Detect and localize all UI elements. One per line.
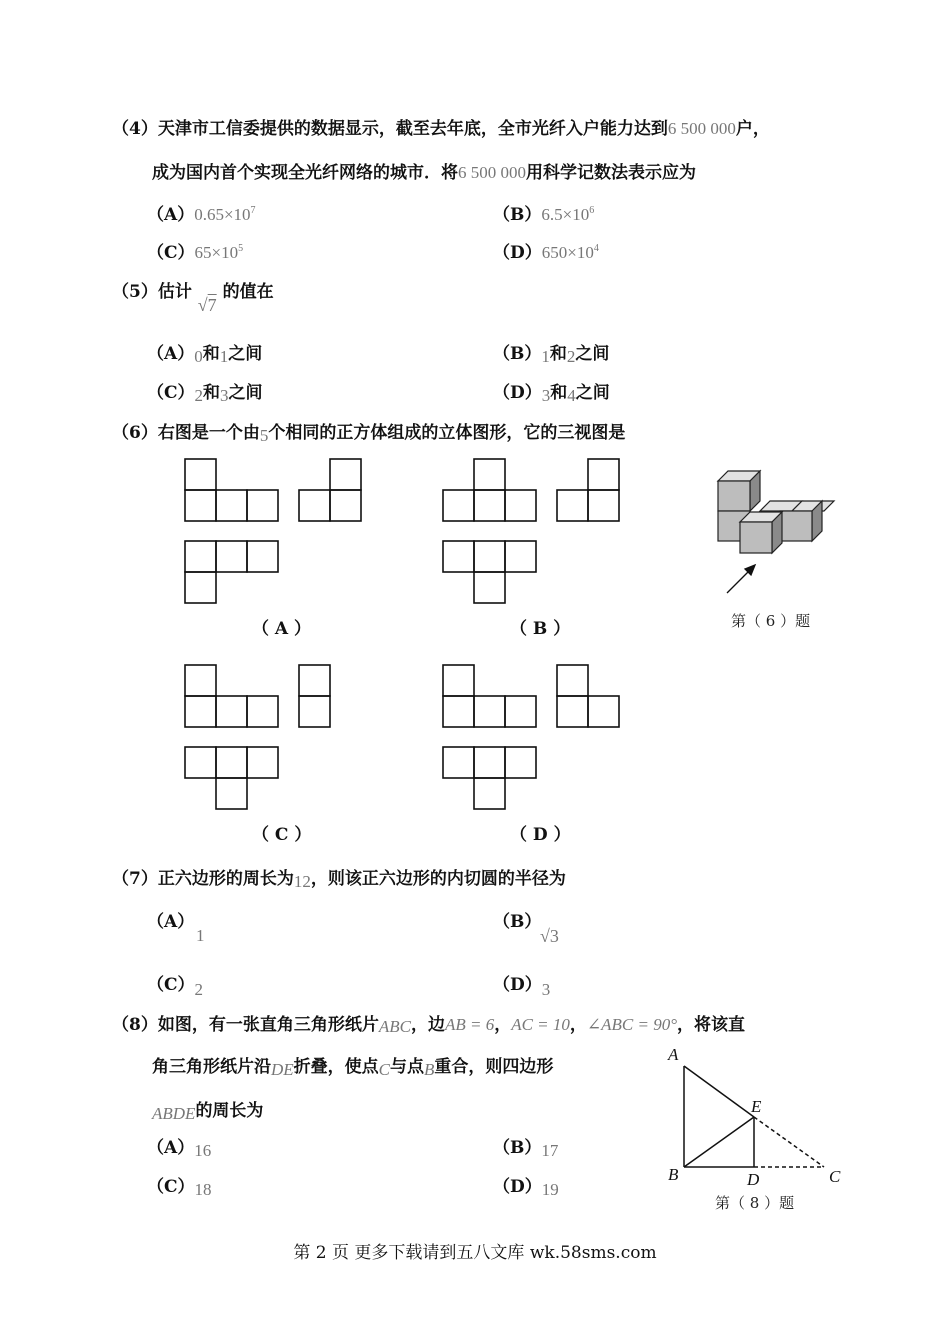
q7-option-c[interactable]: （C）2 (147, 975, 204, 999)
q6-c-top-view (185, 747, 278, 809)
q8-point-e: E (751, 1097, 762, 1116)
q6-b-front-view (443, 459, 536, 521)
q8-figure-caption: 第（ 8 ）题 (715, 1194, 795, 1212)
q5-stem: （5）估计 √7 的值在 (112, 282, 274, 315)
q4-stem-line1: （4）天津市工信委提供的数据显示，截至去年底，全市光纤入户能力达到6 500 000户， (112, 119, 770, 139)
q4-option-d[interactable]: $(D)650\times 10^4$ (493, 243, 599, 263)
q6-option-a-label[interactable]: （ A ） (252, 619, 312, 639)
q7-option-b[interactable]: （B） (493, 912, 542, 932)
q7-option-d[interactable]: （D）3 (493, 975, 551, 999)
q8-point-a: A (668, 1045, 679, 1064)
q4-option-c[interactable]: $(C)65\times 10^5$ (147, 243, 244, 263)
q4-stem-line2: 成为国内首个实现全光纤网络的城市．将6 500 000用科学记数法表示应为 (152, 163, 696, 183)
q7-stem: （7）正六边形的周长为12，则该正六边形的内切圆的半径为 (112, 869, 566, 891)
q6-c-side-view (299, 665, 330, 727)
q8-point-c: C (829, 1167, 841, 1186)
q8-option-b[interactable]: （B）17 (493, 1138, 559, 1160)
q6-figure-caption: 第（ 6 ）题 (731, 612, 811, 630)
q8-stem-line1: （8）如图，有一张直角三角形纸片ABC，边AB = 6，AC = 10，∠ABC = 90°，将该直 (112, 1015, 746, 1036)
q6-a-front-view (185, 459, 278, 521)
page-footer: 第 2 页 更多下载请到五八文库 wk.58sms.com (293, 1243, 657, 1263)
q6-a-top-view (185, 541, 278, 603)
q6-d-side-view (557, 665, 619, 727)
q8-stem-line2: 角三角形纸片沿DE折叠，使点C与点B重合，则四边形 (152, 1057, 554, 1079)
q6-a-side-view (299, 459, 361, 521)
q8-option-a[interactable]: （A）16 (147, 1138, 212, 1160)
q6-b-top-view (443, 541, 536, 603)
q6-c-front-view (185, 665, 278, 727)
q6-view-arrow (727, 565, 755, 593)
q6-stem: （6）右图是一个由5个相同的正方体组成的立体图形，它的三视图是 (112, 423, 626, 445)
q7-option-a-value: 1 (196, 926, 205, 945)
q6-b-side-view (557, 459, 619, 521)
q4-option-b[interactable]: $(B)6.5\times 10^6$ (493, 205, 595, 225)
q7-option-a[interactable]: （A） (147, 912, 195, 932)
q6-cube-solid (718, 471, 834, 553)
q6-option-b-label[interactable]: （ B ） (510, 619, 571, 639)
q8-point-b: B (668, 1165, 679, 1184)
q8-option-d[interactable]: （D）19 (493, 1177, 559, 1199)
q7-option-b-value: √3 (540, 926, 559, 946)
q8-point-d: D (747, 1170, 760, 1189)
q6-d-front-view (443, 665, 536, 727)
q5-option-d[interactable]: （D）3和4之间 (493, 383, 610, 405)
q5-option-b[interactable]: （B）1和2之间 (493, 344, 610, 366)
q5-option-c[interactable]: （C）2和3之间 (147, 383, 263, 405)
q6-option-d-label[interactable]: （ D ） (510, 825, 571, 845)
q5-option-a[interactable]: （A）0和1之间 (147, 344, 263, 366)
q4-option-a[interactable]: $(A)0.65\times 10^7$ (147, 205, 256, 225)
q6-d-top-view (443, 747, 536, 809)
q8-stem-line3: ABDE的周长为 (152, 1101, 264, 1123)
q6-option-c-label[interactable]: （ C ） (252, 825, 312, 845)
q8-option-c[interactable]: （C）18 (147, 1177, 212, 1199)
